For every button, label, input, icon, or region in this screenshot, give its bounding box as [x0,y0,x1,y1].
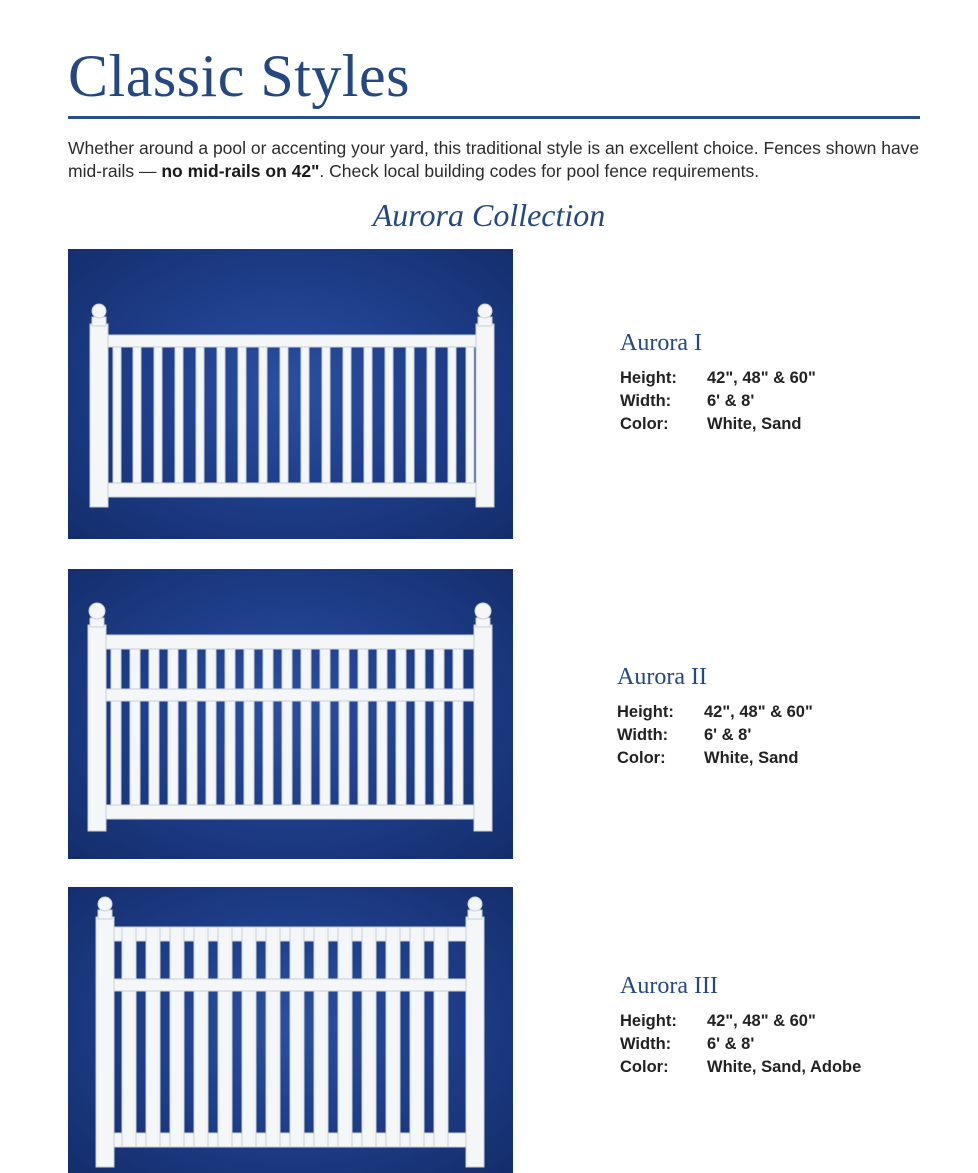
product-name: Aurora II [617,664,707,690]
spec-table [617,701,813,770]
spec-label: Height: [620,369,677,387]
fence-aurora-3 [96,897,484,1167]
spec-row-width [617,724,813,747]
right-post [474,603,492,831]
pickets-upper [111,649,463,689]
spec-value: 42", 48" & 60" [707,369,816,387]
fence-aurora-1 [90,304,494,507]
title-divider [68,116,920,119]
spec-label: Height: [617,703,674,721]
fence-illustration-aurora-2 [68,569,513,859]
product-aurora-3 [620,973,861,1079]
spec-value: White, Sand, Adobe [707,1058,862,1076]
spec-row-color [620,413,816,436]
pickets [122,927,448,1147]
mid-rail-front [112,979,468,991]
top-rail [108,335,478,347]
fence-photo-aurora-3 [68,887,513,1173]
intro-paragraph [68,137,938,183]
spec-label: Color: [620,415,669,433]
fence-photo-aurora-2 [68,569,513,859]
product-name: Aurora I [620,330,702,356]
spec-value: 6' & 8' [707,1035,755,1053]
spec-row-width [620,1033,861,1056]
left-post [88,603,106,831]
bottom-rail [108,483,478,497]
spec-value: White, Sand [707,415,802,433]
product-name: Aurora III [620,973,718,999]
spec-label: Width: [620,392,672,410]
intro-text-bold: no mid-rails on 42" [161,161,320,181]
collection-title: Aurora Collection [372,197,606,233]
spec-value: 42", 48" & 60" [704,703,813,721]
spec-value: White, Sand [704,749,799,767]
left-post [96,897,114,1167]
page-title: Classic Styles [68,43,411,109]
mid-rail [106,689,478,701]
spec-label: Height: [620,1012,677,1030]
spec-row-width [620,390,816,413]
spec-row-height [617,701,813,724]
bottom-rail [106,805,478,819]
fence-illustration-aurora-3 [68,887,513,1173]
product-aurora-2 [617,664,813,770]
spec-label: Color: [617,749,666,767]
spec-value: 6' & 8' [704,726,752,744]
intro-text-2: . Check local building codes for pool fence requirements. [319,161,760,181]
spec-value: 6' & 8' [707,392,755,410]
spec-row-height [620,1010,861,1033]
right-post [476,304,494,507]
fence-aurora-2 [88,603,492,831]
fence-photo-aurora-1 [68,249,513,539]
spec-label: Color: [620,1058,669,1076]
spec-row-color [617,747,813,770]
top-rail [106,635,478,649]
pickets-lower [111,701,463,805]
pickets [113,347,474,483]
spec-label: Width: [620,1035,672,1053]
product-aurora-1 [620,330,816,436]
spec-table [620,367,816,436]
fence-illustration-aurora-1 [68,249,513,539]
spec-label: Width: [617,726,669,744]
spec-row-color [620,1056,861,1079]
spec-table [620,1010,861,1079]
intro-text-1: Whether around a pool or accenting your yard, this traditional style is an excellent choice. Fences shown have mid-rails — [68,138,920,181]
spec-row-height [620,367,816,390]
right-post [466,897,484,1167]
spec-value: 42", 48" & 60" [707,1012,816,1030]
left-post [90,304,108,507]
